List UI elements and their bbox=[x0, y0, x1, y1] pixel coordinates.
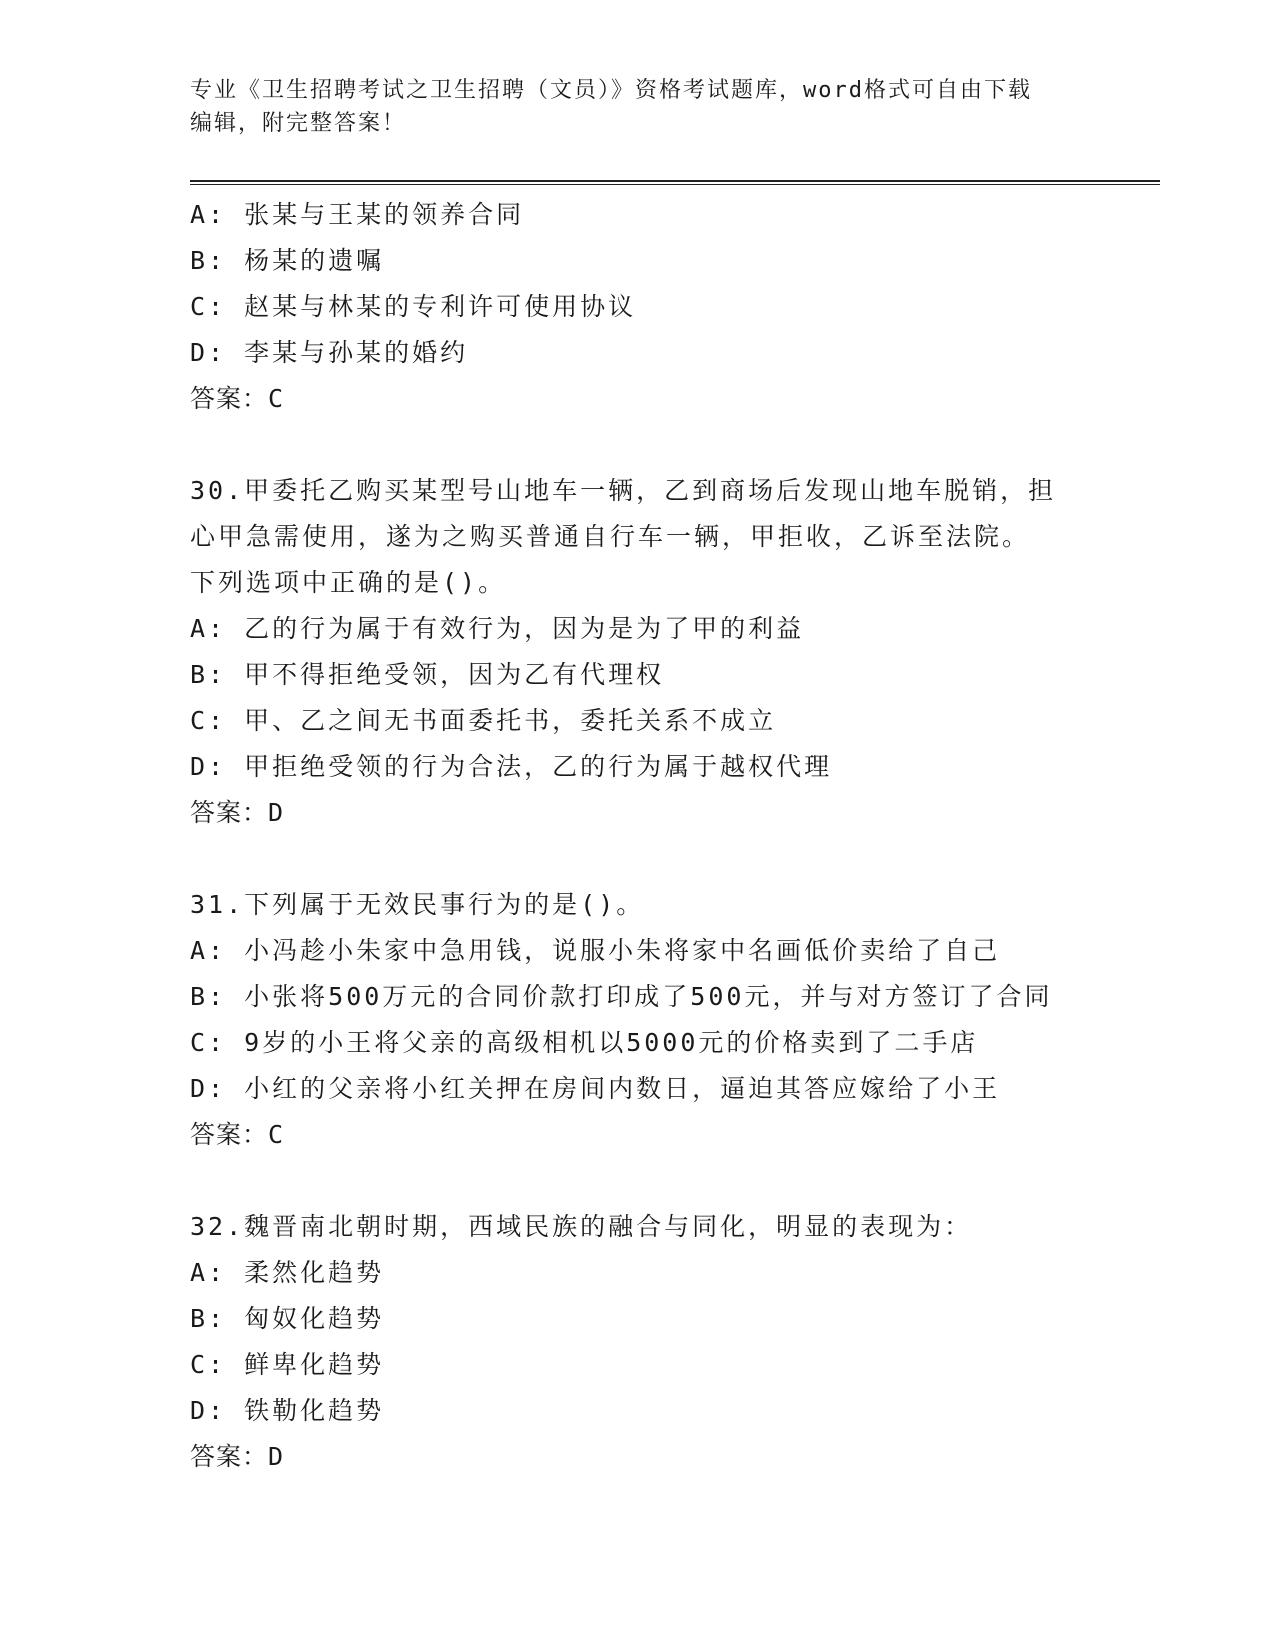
question-29-continued bbox=[190, 192, 1150, 422]
header-line-1: 专业《卫生招聘考试之卫生招聘（文员）》资格考试题库，word格式可自由下载 bbox=[190, 78, 1032, 103]
question-stem-line: 32.魏晋南北朝时期，西域民族的融合与同化，明显的表现为： bbox=[190, 1212, 973, 1241]
question-32 bbox=[190, 1204, 1150, 1480]
option-c: C: 甲、乙之间无书面委托书，委托关系不成立 bbox=[190, 706, 777, 735]
answer bbox=[190, 1434, 1150, 1480]
question-30 bbox=[190, 468, 1150, 836]
option-a: A: 乙的行为属于有效行为，因为是为了甲的利益 bbox=[190, 614, 805, 643]
question-stem-line: 30.甲委托乙购买某型号山地车一辆，乙到商场后发现山地车脱销，担 bbox=[190, 476, 1057, 505]
question-stem-line: 31.下列属于无效民事行为的是()。 bbox=[190, 890, 645, 919]
option-d: D: 小红的父亲将小红关押在房间内数日，逼迫其答应嫁给了小王 bbox=[190, 1074, 1001, 1103]
option-b: B: 小张将500万元的合同价款打印成了500元，并与对方签订了合同 bbox=[190, 982, 1053, 1011]
question-31 bbox=[190, 882, 1150, 1158]
answer-label: 答案： bbox=[190, 1442, 269, 1471]
answer bbox=[190, 1112, 1150, 1158]
question-stem-line: 心甲急需使用，遂为之购买普通自行车一辆，甲拒收，乙诉至法院。 bbox=[190, 522, 1031, 551]
answer-value: C bbox=[268, 384, 285, 413]
answer bbox=[190, 376, 1150, 422]
option-a: A: 张某与王某的领养合同 bbox=[190, 200, 525, 229]
answer-value: C bbox=[268, 1120, 285, 1149]
answer-label: 答案： bbox=[190, 798, 269, 827]
answer bbox=[190, 790, 1150, 836]
document-header bbox=[190, 74, 1090, 140]
question-list bbox=[190, 192, 1150, 1480]
question-stem-line: 下列选项中正确的是()。 bbox=[190, 568, 507, 597]
spacer bbox=[190, 836, 1150, 882]
option-a: A: 柔然化趋势 bbox=[190, 1258, 385, 1287]
header-rule-thin bbox=[190, 184, 1160, 185]
option-b: B: 杨某的遗嘱 bbox=[190, 246, 385, 275]
option-d: D: 甲拒绝受领的行为合法，乙的行为属于越权代理 bbox=[190, 752, 833, 781]
header-line-2: 编辑，附完整答案！ bbox=[190, 111, 407, 136]
option-a: A: 小冯趁小朱家中急用钱，说服小朱将家中名画低价卖给了自己 bbox=[190, 936, 1001, 965]
answer-label: 答案： bbox=[190, 384, 269, 413]
spacer bbox=[190, 1158, 1150, 1204]
option-d: D: 李某与孙某的婚约 bbox=[190, 338, 469, 367]
option-c: C: 鲜卑化趋势 bbox=[190, 1350, 385, 1379]
answer-value: D bbox=[268, 798, 285, 827]
answer-label: 答案： bbox=[190, 1120, 269, 1149]
option-d: D: 铁勒化趋势 bbox=[190, 1396, 385, 1425]
option-b: B: 甲不得拒绝受领，因为乙有代理权 bbox=[190, 660, 665, 689]
spacer bbox=[190, 422, 1150, 468]
answer-value: D bbox=[268, 1442, 285, 1471]
option-b: B: 匈奴化趋势 bbox=[190, 1304, 385, 1333]
header-rule bbox=[190, 180, 1160, 182]
option-c: C: 9岁的小王将父亲的高级相机以5000元的价格卖到了二手店 bbox=[190, 1028, 979, 1057]
option-c: C: 赵某与林某的专利许可使用协议 bbox=[190, 292, 637, 321]
